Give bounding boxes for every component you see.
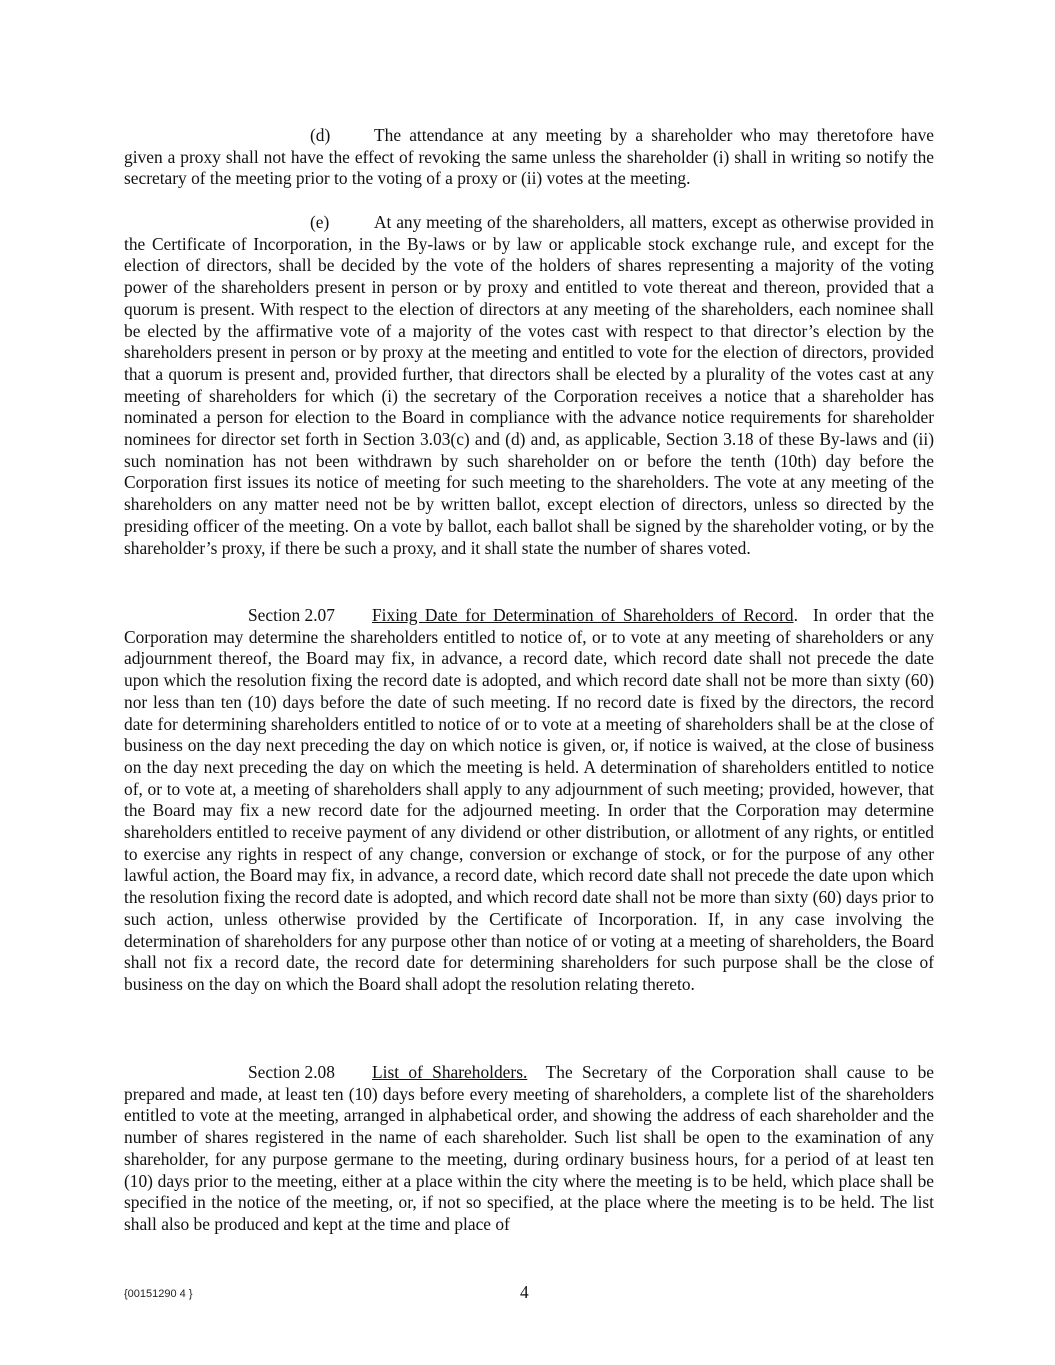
section-2-07-text: In order that the Corporation may determine the shareholders entitled to notice of, or to vote at any meeting of shareholders or any adjournment thereof, the Board may fix, in advance, a record date, which record date shall not precede the date upon which the resolution fixing the record date is adopted, and which record date shall not be more than sixty (60) nor less than ten (10) days before the date of such meeting. If no record date is fixed by the directors, the record date for determining shareholders entitled to notice of or to vote at a meeting of shareholders shall be at the close of business on the day next preceding the day on which notice is given, or, if notice is waived, at the close of business on the day next preceding the day on which the meeting is held. A determination of shareholders entitled to notice of, or to vote at, a meeting of shareholders shall apply to any adjournment of such meeting; provided, however, that the Board may fix a new record date for the adjourned meeting. In order that the Corporation may determine shareholders entitled to receive payment of any dividend or other distribution, or allotment of any rights, or entitled to exercise any rights in respect of any change, conversion or exchange of stock, or for the purpose of any other lawful action, the Board may fix, in advance, a record date, which record date shall not precede the date upon which the resolution fixing the record date is adopted, and which record date shall not be more than sixty (60) days prior to such action, unless otherwise provided by the Certificate of Incorporation. If, in any case involving the determination of shareholders for any purpose other than notice of or voting at a meeting of shareholders, the Board shall not fix a record date, the record date for determining shareholders for such purpose shall be the close of business on the day on which the Board shall adopt the resolution relating thereto. (124, 605, 934, 994)
paragraph-e-text: At any meeting of the shareholders, all matters, except as otherwise provided in the Certificate of Incorporation, in the By-laws or by law or applicable stock exchange rule, and except for the election of directors, shall be decided by the vote of the holders of shares representing a majority of the voting power of the shareholders present in person or by proxy and entitled to vote thereat and thereon, provided that a quorum is present. With respect to the election of directors at any meeting of the shareholders, each nominee shall be elected by the affirmative vote of a majority of the votes cast with respect to that director’s election by the shareholders present in person or by proxy at the meeting and entitled to vote for the election of directors, provided that a quorum is present and, provided further, that directors shall be elected by a plurality of the votes cast at any meeting of shareholders for which (i) the secretary of the Corporation receives a notice that a shareholder has nominated a person for election to the Board in compliance with the advance notice requirements for shareholder nominees for director set forth in Section 3.03(c) and (d) and, as applicable, Section 3.18 of these By-laws and (ii) such nomination has not been withdrawn by such shareholder on or before the tenth (10th) day before the Corporation first issues its notice of meeting for such meeting to the shareholders. The vote at any meeting of the shareholders on any matter need not be by written ballot, except election of directors, unless so directed by the presiding officer of the meeting. On a vote by ballot, each ballot shall be signed by the shareholder voting, or by the shareholder’s proxy, if there be such a proxy, and it shall state the number of shares voted. (124, 212, 934, 558)
section-2-08-text: The Secretary of the Corporation shall cause to be prepared and made, at least ten (10) days before every meeting of shareholders, a complete list of the shareholders entitled to vote at the meeting, arranged in alphabetical order, and showing the address of each shareholder and the number of shares registered in the name of each shareholder. Such list shall be open to the examination of any shareholder, for any purpose germane to the meeting, during ordinary business hours, for a period of at least ten (10) days prior to the meeting, either at a place within the city where the meeting is to be held, which place shall be specified in the notice of the meeting, or, if not so specified, at the place where the meeting is to be held. The list shall also be produced and kept at the time and place of (124, 1062, 934, 1234)
paragraph-d-text: The attendance at any meeting by a shareholder who may theretofore have given a proxy shall not have the effect of revoking the same unless the shareholder (i) shall in writing so notify the secretary of the meeting prior to the voting of a proxy or (ii) votes at the meeting. (124, 125, 934, 189)
paragraph-d-label: (d) (310, 125, 331, 145)
section-2-08-number: Section 2.08 (248, 1062, 335, 1082)
section-2-07 (124, 605, 934, 996)
section-2-08 (124, 1062, 934, 1236)
paragraph-e (124, 212, 934, 559)
section-2-07-heading: Fixing Date for Determination of Shareholders of Record (372, 605, 794, 625)
paragraph-d (124, 125, 934, 190)
paragraph-e-label: (e) (310, 212, 330, 232)
footer-document-id: {00151290 4 } (124, 1288, 193, 1300)
section-2-08-heading: List of Shareholders. (372, 1062, 528, 1082)
section-2-07-number: Section 2.07 (248, 605, 335, 625)
section-2-07-heading-end: . (793, 605, 798, 625)
page-number: 4 (520, 1282, 529, 1302)
